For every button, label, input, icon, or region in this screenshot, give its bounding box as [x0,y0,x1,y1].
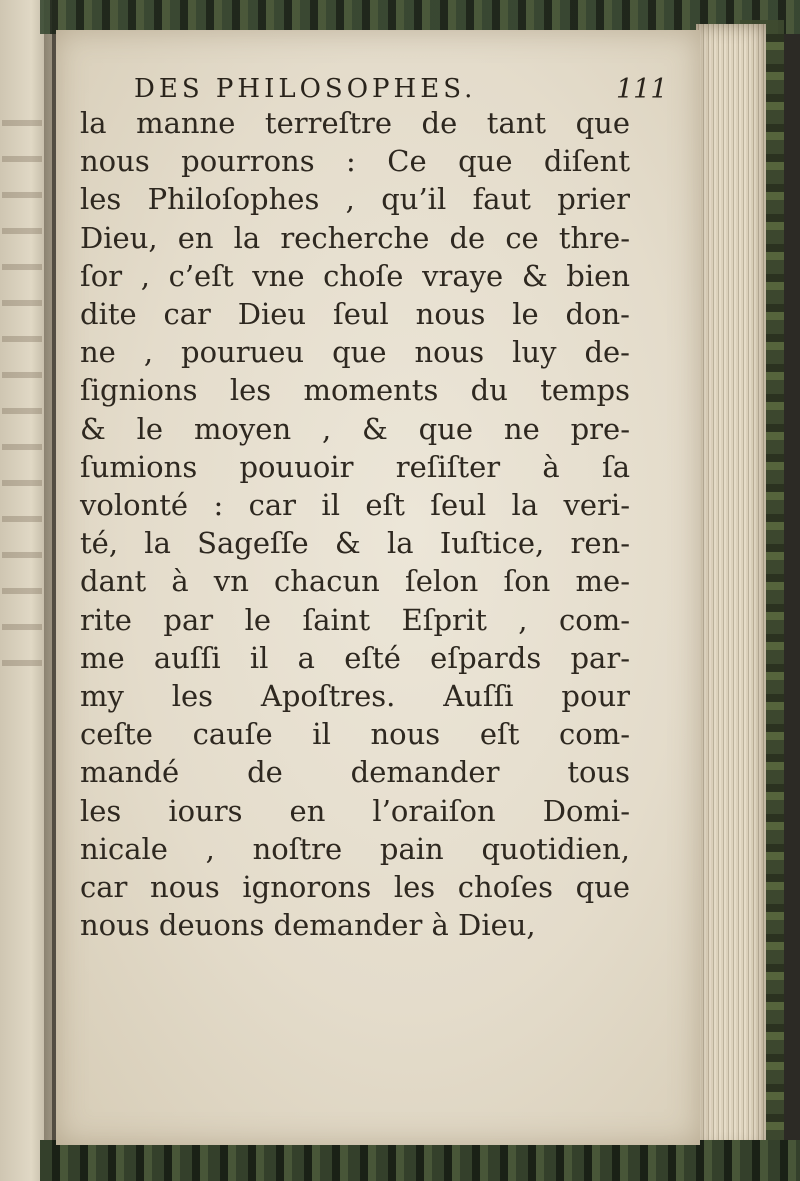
page-number: 111 [616,74,668,105]
text-line: car nous ignorons les choſes que [80,870,630,905]
text-line: dant à vn chacun ſelon ſon me- [80,564,630,599]
text-line: mandé de demander tous [80,755,630,790]
text-line: ceſte cauſe il nous eſt com- [80,717,630,752]
text-line: ſor , c’eſt vne choſe vraye & bien [80,258,630,293]
text-line: rite par le ſaint Eſprit , com- [80,602,630,637]
text-line: nous pourrons : Ce que diſent [80,144,630,179]
binding-top-edge [40,0,800,34]
text-line: les iours en l’oraiſon Domi- [80,793,630,828]
text-line: la manne terreſtre de tant que [80,106,630,140]
text-line: me auſſi il a eſté eſpards par- [80,640,630,675]
text-line: & le moyen , & que ne pre- [80,411,630,446]
text-line: my les Apoſtres. Auſſi pour [80,679,630,714]
page-text [80,104,630,944]
text-line: ſignions les moments du temps [80,373,630,408]
text-line: volonté : car il eſt ſeul la veri- [80,488,630,523]
text-line: té, la Sageſſe & la Iuſtice, ren- [80,526,630,561]
text-line: Dieu, en la recherche de ce thre- [80,220,630,255]
text-line: nous deuons demander à Dieu, [80,908,536,943]
text-line: ne , pourueu que nous luy de- [80,335,630,370]
text-line: les Philoſophes , qu’il faut prier [80,182,630,217]
text-line: ſumions pouuoir reſiſter à ſa [80,449,630,484]
facing-page-text-bleed [2,120,42,680]
text-line: dite car Dieu ſeul nous le don- [80,297,630,332]
page-fore-edge [696,24,766,1152]
text-line: nicale , noſtre pain quotidien, [80,831,630,866]
binding-bottom-edge [40,1140,800,1181]
running-head: DES PHILOSOPHES. [134,74,477,104]
